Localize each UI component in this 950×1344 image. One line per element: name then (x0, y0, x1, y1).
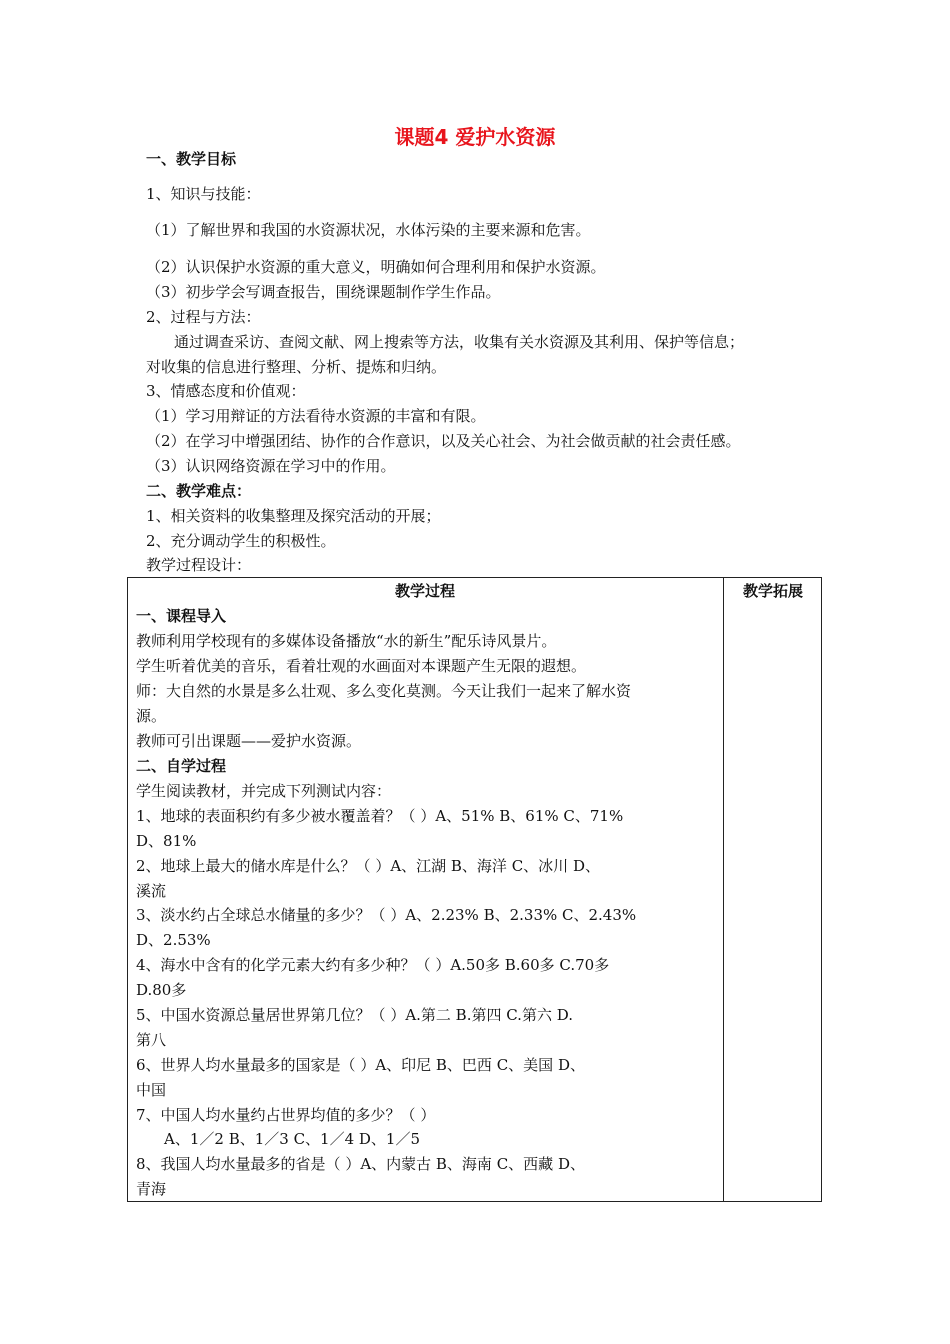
intro-line-3b: 源。 (136, 707, 167, 725)
knowledge-item-1: （1）了解世界和我国的水资源状况，水体污染的主要来源和危害。 (146, 221, 591, 239)
design-label: 教学过程设计： (146, 556, 252, 574)
page-title: 课题4 爱护水资源 (394, 125, 556, 149)
knowledge-title: 1、知识与技能： (146, 185, 261, 203)
question-8-line-a: 8、我国人均水量最多的省是（ ）A、内蒙古 B、海南 C、西藏 D、 (136, 1155, 585, 1173)
question-1-line-a: 1、地球的表面积约有多少被水覆盖着？（ ）A、51% B、61% C、71% (136, 807, 624, 825)
table-column-divider (723, 577, 724, 1202)
knowledge-item-3: （3）初步学会写调查报告，围绕课题制作学生作品。 (146, 283, 501, 301)
self-study-intro: 学生阅读教材，并完成下列测试内容： (136, 782, 392, 800)
question-6-line-b: 中国 (136, 1081, 167, 1099)
emotion-item-3: （3）认识网络资源在学习中的作用。 (146, 457, 396, 475)
section-heading-difficulties: 二、教学难点： (146, 482, 252, 500)
question-7-line-b: A、1／2 B、1／3 C、1／4 D、1／5 (164, 1130, 421, 1148)
question-2-line-b: 溪流 (136, 882, 167, 900)
intro-line-4: 教师可引出课题——爱护水资源。 (136, 732, 362, 750)
table-header-extension: 教学拓展 (742, 582, 803, 600)
process-title: 2、过程与方法： (146, 308, 261, 326)
question-7-line-a: 7、中国人均水量约占世界均值的多少？（ ） (136, 1106, 436, 1124)
difficulty-item-1: 1、相关资料的收集整理及探究活动的开展； (146, 507, 441, 525)
intro-line-2: 学生听着优美的音乐，看着壮观的水画面对本课题产生无限的遐想。 (136, 657, 587, 675)
section-heading-objectives: 一、教学目标 (146, 150, 237, 168)
intro-heading: 一、课程导入 (136, 607, 227, 625)
question-8-line-b: 青海 (136, 1180, 167, 1198)
question-4-line-a: 4、海水中含有的化学元素大约有多少种？（ ）A.50多 B.60多 C.70多 (136, 956, 610, 974)
knowledge-item-2: （2）认识保护水资源的重大意义，明确如何合理利用和保护水资源。 (146, 258, 606, 276)
question-4-line-b: D.80多 (136, 981, 187, 999)
self-study-heading: 二、自学过程 (136, 757, 227, 775)
question-6-line-a: 6、世界人均水量最多的国家是（ ）A、印尼 B、巴西 C、美国 D、 (136, 1056, 585, 1074)
emotion-title: 3、情感态度和价值观： (146, 382, 306, 400)
process-line-1: 通过调查采访、查阅文献、网上搜索等方法，收集有关水资源及其利用、保护等信息； (174, 333, 745, 351)
intro-line-1: 教师利用学校现有的多媒体设备播放“水的新生”配乐诗风景片。 (136, 632, 557, 650)
emotion-item-2: （2）在学习中增强团结、协作的合作意识，以及关心社会、为社会做贡献的社会责任感。 (146, 432, 741, 450)
question-2-line-a: 2、地球上最大的储水库是什么？（ ）A、江湖 B、海洋 C、冰川 D、 (136, 857, 600, 875)
process-line-2: 对收集的信息进行整理、分析、提炼和归纳。 (146, 358, 447, 376)
intro-line-3a: 师：大自然的水景是多么壮观、多么变化莫测。今天让我们一起来了解水资 (136, 682, 632, 700)
question-1-line-b: D、81% (136, 832, 197, 850)
question-3-line-b: D、2.53% (136, 931, 211, 949)
question-5-line-a: 5、中国水资源总量居世界第几位？（ ）A.第二 B.第四 C.第六 D. (136, 1006, 573, 1024)
difficulty-item-2: 2、充分调动学生的积极性。 (146, 532, 336, 550)
emotion-item-1: （1）学习用辩证的方法看待水资源的丰富和有限。 (146, 407, 486, 425)
question-3-line-a: 3、淡水约占全球总水储量的多少？（ ）A、2.23% B、2.33% C、2.43% (136, 906, 637, 924)
question-5-line-b: 第八 (136, 1031, 167, 1049)
table-header-process: 教学过程 (394, 582, 455, 600)
